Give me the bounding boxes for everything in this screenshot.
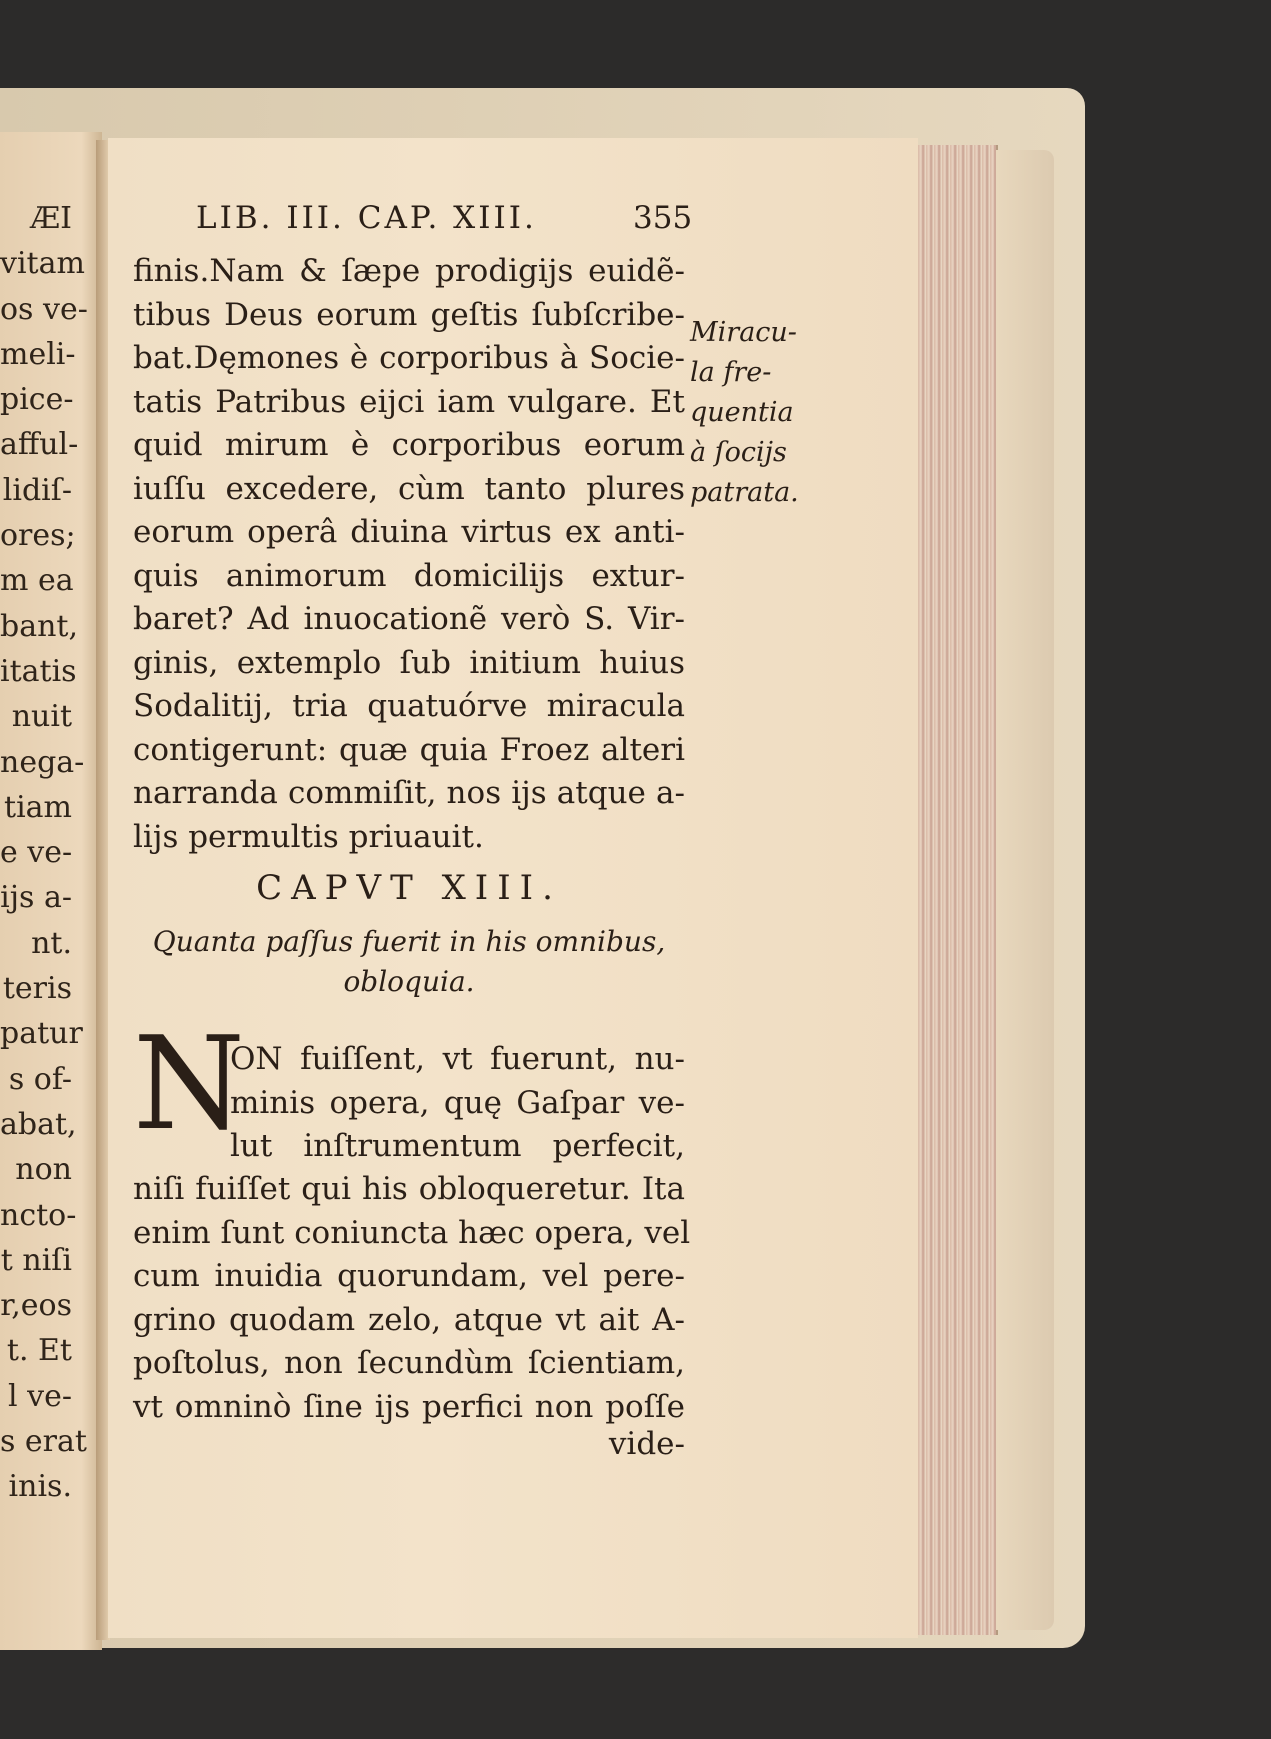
text-line: nega- <box>0 744 85 780</box>
text-line: narranda commiſit, nos ijs atque a- <box>133 775 685 811</box>
text-line: baret? Ad inuocationẽ verò S. Vir- <box>133 601 685 637</box>
text-line: cum inuidia quorundam, vel pere- <box>133 1258 685 1294</box>
paragraph-indented <box>230 1038 685 1169</box>
text-line: bant, <box>0 608 79 644</box>
chapter-subtitle <box>133 922 685 1002</box>
drop-cap: N <box>133 1010 245 1159</box>
text-line: ginis, extemplo ſub initium huius <box>133 644 685 681</box>
text-line: afful- <box>0 427 79 463</box>
text-line: t. Et <box>6 1333 72 1369</box>
book-fore-edge <box>996 150 1054 1630</box>
text-line: Quanta paſſus fuerit in his omnibus, <box>152 925 666 958</box>
text-line: patrata. <box>690 477 799 508</box>
text-line: s erat <box>0 1424 87 1460</box>
marginal-note <box>690 313 840 513</box>
text-line: poſtolus, non ſecundùm ſcientiam, <box>133 1345 685 1381</box>
text-line: r,eos <box>0 1288 72 1324</box>
text-line: ON fuiſſent, vt fuerunt, nu- <box>230 1041 685 1077</box>
text-line: contigerunt: quæ quia Froez alteri <box>133 731 685 768</box>
text-line: à ſocijs <box>690 437 787 468</box>
text-line: niſi fuiſſet qui his obloqueretur. Ita <box>133 1171 685 1207</box>
text-line: tiam <box>4 789 72 825</box>
chapter-heading: CAPVT XIII. <box>256 868 562 908</box>
page-number: 355 <box>633 200 693 236</box>
text-line: meli- <box>0 336 76 372</box>
text-line: s of- <box>8 1061 72 1097</box>
text-line: minis opera, quę Gaſpar ve- <box>230 1084 685 1121</box>
text-line: quis animorum domicilijs extur- <box>133 557 685 594</box>
text-line: pice- <box>0 382 74 418</box>
text-line: nuit <box>11 699 72 735</box>
text-line: eorum operâ diuina virtus ex anti- <box>133 514 685 550</box>
text-line: ores; <box>0 518 76 554</box>
text-line: nt. <box>31 925 72 961</box>
text-line: Miracu- <box>690 317 797 348</box>
text-line: teris <box>2 971 72 1007</box>
body-text <box>133 250 685 859</box>
text-line: la fre- <box>690 357 772 388</box>
background-bottom <box>0 1650 1271 1739</box>
text-line: vt omninò ſine ijs perfici non poſſe <box>133 1388 685 1425</box>
text-line: abat, <box>0 1106 77 1142</box>
text-line: ijs a- <box>0 880 72 916</box>
text-line: m ea <box>0 563 74 599</box>
text-line: lijs permultis priuauit. <box>133 818 484 855</box>
text-line: grino quodam zelo, atque vt ait A- <box>133 1301 685 1338</box>
text-line: non <box>15 1152 72 1188</box>
text-line: tibus Deus eorum geſtis ſubſcribe- <box>133 296 685 333</box>
text-line: vitam <box>0 246 85 282</box>
paragraph-continued <box>133 1168 691 1429</box>
running-head-title: LIB. III. CAP. XIII. <box>196 200 537 236</box>
text-line: quid mirum è corporibus eorum <box>133 427 685 463</box>
text-line: quentia <box>690 397 794 428</box>
running-head <box>196 200 696 236</box>
text-line: enim ſunt coniuncta hæc opera, vel <box>133 1214 691 1251</box>
text-line: e ve- <box>0 835 73 871</box>
page-edges <box>918 145 998 1635</box>
text-line: t niſi <box>0 1242 72 1278</box>
text-line: lut inſtrumentum perfecit, <box>230 1128 685 1164</box>
catchword: vide- <box>608 1426 685 1462</box>
text-line: lidiſ- <box>2 472 72 508</box>
text-line: patur <box>0 1016 83 1052</box>
text-line: itatis <box>0 653 77 689</box>
text-line: obloquia. <box>343 965 475 998</box>
text-line: tatis Patribus eijci iam vulgare. Et <box>133 383 685 420</box>
text-line: inis. <box>8 1469 72 1505</box>
text-line: ÆI <box>30 201 72 236</box>
text-line: iuſſu excedere, cùm tanto plures <box>133 470 685 507</box>
text-line: ncto- <box>0 1197 77 1233</box>
text-line: l ve- <box>8 1378 72 1414</box>
previous-page-text <box>0 196 88 1510</box>
text-line: finis.Nam & ſæpe prodigijs euidẽ- <box>133 253 685 289</box>
text-line: bat.Dęmones è corporibus à Socie- <box>133 340 685 376</box>
text-line: os ve- <box>0 291 88 327</box>
text-line: Sodalitij, tria quatuórve miracula <box>133 688 685 724</box>
